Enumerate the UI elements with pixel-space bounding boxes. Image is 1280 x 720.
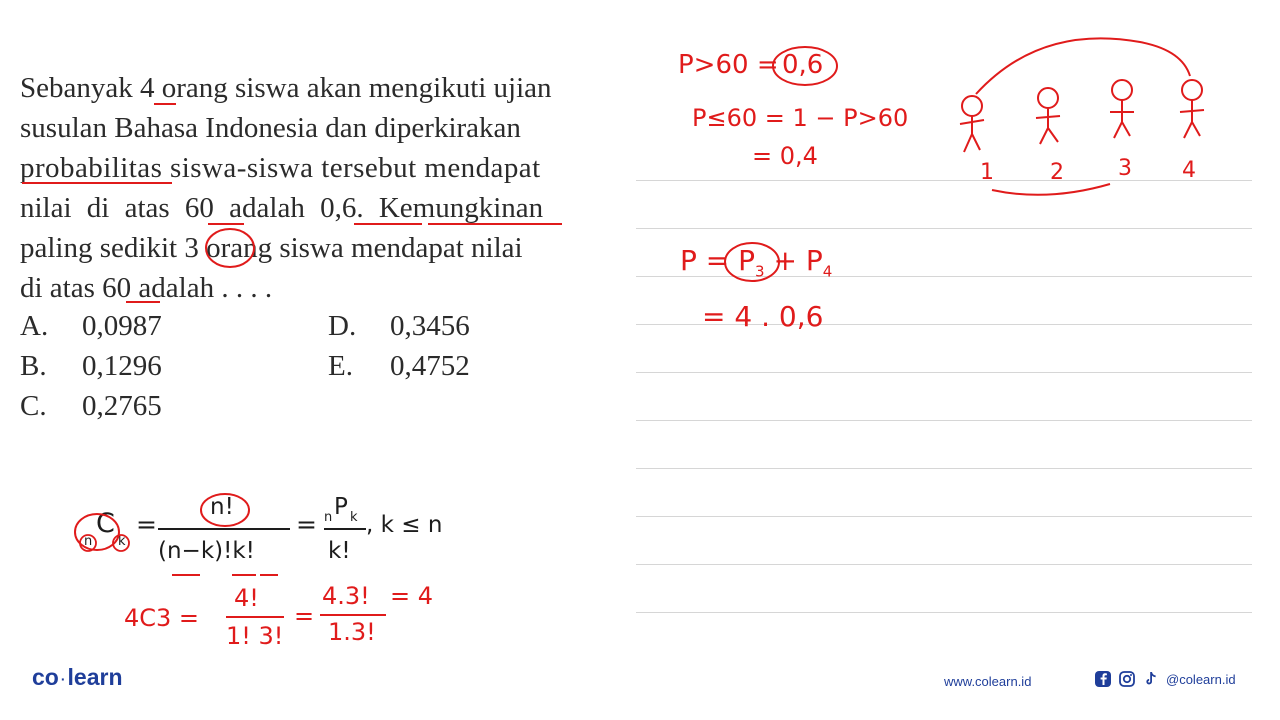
person-figure bbox=[1036, 88, 1060, 144]
ruled-line bbox=[636, 564, 1252, 565]
website-link[interactable]: www.colearn.id bbox=[944, 674, 1032, 689]
logo-part-co: co bbox=[32, 664, 59, 690]
option-value: 0,2765 bbox=[82, 390, 162, 422]
ruled-line bbox=[636, 228, 1252, 229]
option-letter: B. bbox=[20, 350, 47, 382]
hw-p-gt60-value: 0,6 bbox=[782, 50, 824, 80]
hw-circle bbox=[770, 44, 840, 88]
hw-comb-num1: 4! bbox=[234, 584, 259, 612]
option-a[interactable] bbox=[20, 310, 162, 343]
formula-denominator: (n−k)!k! bbox=[158, 538, 255, 564]
person-figure bbox=[1180, 80, 1204, 138]
hw-p-gt60: P>60 = bbox=[678, 50, 779, 80]
ruled-line bbox=[636, 420, 1252, 421]
person-label: 3 bbox=[1118, 156, 1132, 181]
ruled-line bbox=[636, 516, 1252, 517]
option-letter: A. bbox=[20, 310, 49, 342]
perm-denominator: k! bbox=[328, 538, 351, 564]
formula-annotations bbox=[60, 480, 320, 590]
option-letter: E. bbox=[328, 350, 353, 382]
question-line: Sebanyak 4 orang siswa akan mengikuti ujian bbox=[20, 72, 552, 104]
question-line: paling sedikit 3 orang siswa mendapat nilai bbox=[20, 232, 523, 264]
option-letter: D. bbox=[328, 310, 357, 342]
hw-p-calc: = 4 . 0,6 bbox=[702, 300, 824, 333]
ruled-line bbox=[636, 468, 1252, 469]
formula-eq: = bbox=[296, 510, 317, 539]
option-d[interactable] bbox=[328, 310, 470, 343]
logo-dot: · bbox=[60, 670, 66, 687]
person-figure bbox=[1110, 80, 1134, 138]
logo-part-learn: learn bbox=[67, 664, 123, 690]
question-line: di atas 60 adalah . . . . bbox=[20, 272, 273, 304]
hw-p-sum-head: P = P bbox=[680, 244, 756, 277]
hw-sub: 4 bbox=[822, 262, 833, 281]
formula-condition: , k ≤ n bbox=[366, 512, 443, 538]
option-b[interactable] bbox=[20, 350, 162, 383]
person-label: 4 bbox=[1182, 158, 1196, 183]
hw-fraction-bar bbox=[226, 616, 284, 618]
hw-comb-eq: = bbox=[294, 602, 315, 630]
question-line: susulan Bahasa Indonesia dan diperkirakan bbox=[20, 112, 521, 144]
fraction-bar bbox=[324, 528, 366, 530]
formula-eq: = bbox=[136, 510, 157, 539]
formula-lhs-C: C bbox=[96, 508, 115, 539]
hw-p-le60: P≤60 = 1 − P>60 bbox=[692, 104, 909, 132]
hw-fraction-bar bbox=[320, 614, 386, 616]
hw-p-sum-plus: + P bbox=[773, 244, 823, 277]
option-c[interactable] bbox=[20, 390, 162, 423]
perm-n: n bbox=[324, 510, 333, 525]
instagram-icon[interactable] bbox=[1118, 670, 1136, 688]
hw-circle bbox=[722, 240, 782, 284]
hw-comb-den2: 1.3! bbox=[328, 618, 376, 646]
person-label: 1 bbox=[980, 160, 994, 185]
person-label: 2 bbox=[1050, 160, 1064, 185]
person-figure bbox=[960, 96, 984, 152]
formula-lhs-k: k bbox=[118, 534, 126, 549]
question-annotations bbox=[0, 0, 640, 320]
option-value: 0,1296 bbox=[82, 350, 162, 382]
ruled-line bbox=[636, 612, 1252, 613]
option-value: 0,0987 bbox=[82, 310, 162, 342]
social-links bbox=[1094, 668, 1236, 690]
perm-k: k bbox=[350, 510, 358, 525]
question-line: nilai di atas 60 adalah 0,6. Kemungkinan bbox=[20, 192, 544, 224]
hw-comb-lhs: 4C3 = bbox=[124, 604, 200, 632]
hw-comb-den1: 1! 3! bbox=[226, 622, 284, 650]
hw-sub: 3 bbox=[755, 262, 765, 281]
social-handle[interactable]: @colearn.id bbox=[1166, 671, 1236, 687]
hw-comb-num2: 4.3! bbox=[322, 582, 370, 610]
hw-comb-res: = 4 bbox=[390, 582, 434, 610]
option-letter: C. bbox=[20, 390, 47, 422]
facebook-icon[interactable] bbox=[1094, 670, 1112, 688]
option-value: 0,3456 bbox=[390, 310, 470, 342]
tiktok-icon[interactable] bbox=[1142, 670, 1160, 688]
ruled-line bbox=[636, 372, 1252, 373]
hw-p-le60-value: = 0,4 bbox=[752, 142, 818, 170]
option-value: 0,4752 bbox=[390, 350, 470, 382]
perm-P: P bbox=[334, 494, 348, 520]
formula-numerator: n! bbox=[210, 494, 234, 520]
question-line: probabilitas siswa-siswa tersebut mendapat bbox=[20, 152, 541, 184]
formula-lhs-n: n bbox=[84, 534, 93, 549]
colearn-logo[interactable] bbox=[32, 664, 123, 691]
option-e[interactable] bbox=[328, 350, 470, 383]
